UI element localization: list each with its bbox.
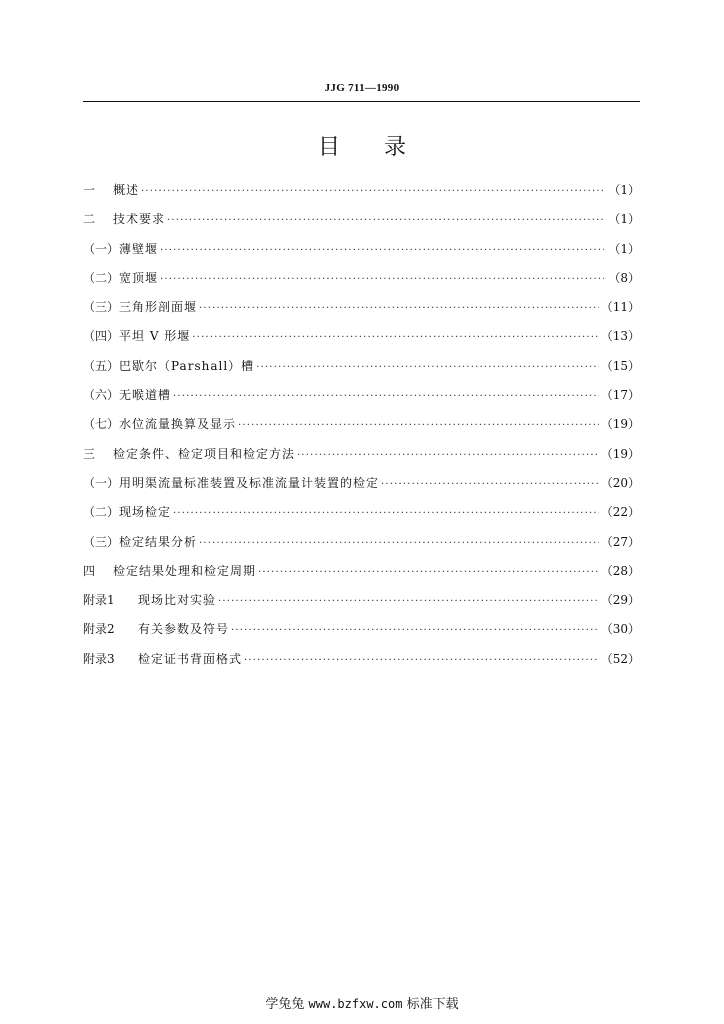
toc-entry-page: （17） <box>600 388 640 403</box>
toc-entry[interactable] <box>83 557 640 586</box>
toc-leader-dots <box>167 206 604 235</box>
footer-tagline: 标准下载 <box>406 997 459 1012</box>
toc-entry-number: （一） <box>83 475 120 490</box>
toc-entry-label: 巴歇尔（Parshall）槽 <box>119 358 255 373</box>
toc-leader-dots <box>297 441 599 470</box>
toc-leader-dots <box>199 529 599 558</box>
toc-entry[interactable] <box>83 586 640 615</box>
toc-entry-page: （28） <box>600 563 640 578</box>
toc-entry[interactable] <box>83 615 640 644</box>
toc-entry-page: （19） <box>600 446 640 461</box>
footer <box>0 993 724 1012</box>
toc-entry-page: （1） <box>608 212 640 227</box>
footer-site-link[interactable]: www.bzfxw.com <box>308 997 403 1011</box>
toc-leader-dots <box>199 294 599 323</box>
toc-leader-dots <box>192 323 598 352</box>
toc-entry-page: （29） <box>600 593 640 608</box>
toc-entry-page: （52） <box>600 651 640 666</box>
toc-entry-number: 附录2 <box>83 622 115 637</box>
toc-entry-label: 薄壁堰 <box>119 241 159 256</box>
toc-leader-dots <box>218 587 599 616</box>
page-title: 目录 <box>317 135 450 160</box>
toc-entry-number: （三） <box>83 300 120 315</box>
toc-entry-label: 检定证书背面格式 <box>138 651 243 666</box>
toc-entry-page: （20） <box>600 475 640 490</box>
toc-entry-number: （三） <box>83 534 120 549</box>
toc-entry[interactable] <box>83 498 640 527</box>
toc-entry-number: 三 <box>83 446 96 461</box>
toc-entry[interactable] <box>83 410 640 439</box>
toc-entry-number: （二） <box>83 505 120 520</box>
toc-entry-number: 四 <box>83 563 96 578</box>
toc-entry[interactable] <box>83 293 640 322</box>
toc-leader-dots <box>258 558 599 587</box>
toc-entry-page: （11） <box>600 300 640 315</box>
toc-leader-dots <box>173 382 599 411</box>
toc-entry-label: 三角形剖面堰 <box>119 300 198 315</box>
toc-entry[interactable] <box>83 645 640 674</box>
toc-entry[interactable] <box>83 264 640 293</box>
toc-entry-page: （22） <box>600 505 640 520</box>
toc-entry-label: 概述 <box>113 183 140 197</box>
toc-entry-label: 现场检定 <box>119 505 172 520</box>
toc-entry-page: （19） <box>600 417 640 432</box>
toc-leader-dots <box>160 236 604 265</box>
toc-entry-number: 附录1 <box>83 593 115 608</box>
toc-entry-label: 水位流量换算及显示 <box>119 417 237 432</box>
toc-leader-dots <box>244 646 599 675</box>
footer-brand: 学兔兔 <box>265 997 305 1012</box>
toc-leader-dots <box>231 616 599 645</box>
toc-entry[interactable] <box>83 235 640 264</box>
toc-entry-label: 有关参数及符号 <box>138 622 230 637</box>
toc-entry-label: 无喉道槽 <box>119 388 172 403</box>
toc-leader-dots <box>173 499 599 528</box>
toc-entry[interactable] <box>83 469 640 498</box>
toc-entry[interactable] <box>83 176 640 205</box>
header-rule <box>83 101 640 102</box>
toc-entry-label: 现场比对实验 <box>138 593 217 608</box>
table-of-contents <box>83 176 640 674</box>
toc-leader-dots <box>141 177 604 206</box>
toc-entry-label: 检定条件、检定项目和检定方法 <box>113 446 296 461</box>
toc-entry-number: 二 <box>83 212 96 227</box>
toc-entry-label: 技术要求 <box>113 212 166 227</box>
toc-leader-dots <box>256 353 599 382</box>
toc-entry[interactable] <box>83 381 640 410</box>
toc-entry-number: （六） <box>83 388 120 403</box>
toc-leader-dots <box>160 265 604 294</box>
toc-entry[interactable] <box>83 352 640 381</box>
toc-entry-page: （1） <box>608 241 640 256</box>
toc-entry-page: （1） <box>608 183 640 197</box>
toc-entry-number: （一） <box>83 241 120 256</box>
toc-entry-number: （五） <box>83 358 120 373</box>
toc-entry-label: 用明渠流量标准装置及标准流量计装置的检定 <box>119 475 380 490</box>
toc-entry-page: （8） <box>608 270 640 285</box>
toc-entry-page: （27） <box>600 534 640 549</box>
toc-entry-number: （四） <box>83 329 120 344</box>
toc-entry-number: （二） <box>83 270 120 285</box>
toc-leader-dots <box>381 470 599 499</box>
toc-entry-number: （七） <box>83 417 120 432</box>
toc-entry[interactable] <box>83 440 640 469</box>
toc-entry-label: 检定结果分析 <box>119 534 198 549</box>
toc-entry-number: 附录3 <box>83 651 115 666</box>
document-code: JJG 711—1990 <box>324 82 400 94</box>
toc-entry-number: 一 <box>83 183 96 197</box>
toc-entry-label: 检定结果处理和检定周期 <box>113 563 257 578</box>
toc-entry-page: （15） <box>600 358 640 373</box>
toc-entry-page: （13） <box>600 329 640 344</box>
toc-leader-dots <box>238 411 599 440</box>
toc-entry[interactable] <box>83 205 640 234</box>
toc-entry[interactable] <box>83 322 640 351</box>
toc-entry-label: 宽顶堰 <box>119 270 159 285</box>
toc-entry-label: 平坦 V 形堰 <box>119 329 191 344</box>
toc-entry[interactable] <box>83 528 640 557</box>
toc-entry-page: （30） <box>600 622 640 637</box>
